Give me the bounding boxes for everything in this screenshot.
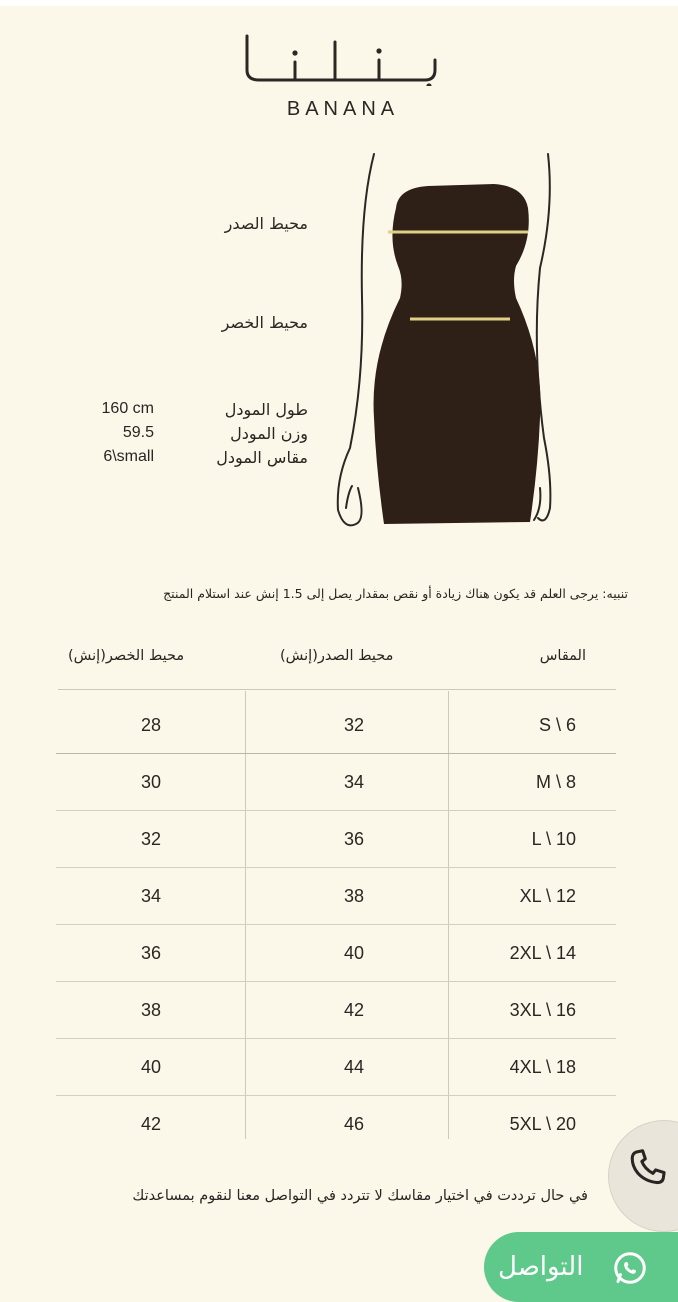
size-cell: M \ 8 xyxy=(535,772,576,792)
top-divider xyxy=(0,0,678,6)
dress-shape xyxy=(374,184,541,524)
model-height-row xyxy=(68,400,318,424)
bust-cell: 34 xyxy=(343,772,365,792)
bust-cell: 36 xyxy=(343,829,365,849)
waist-cell: 28 xyxy=(140,715,162,735)
table-row xyxy=(56,1039,616,1096)
table-row xyxy=(56,925,616,982)
size-cell: 4XL \ 18 xyxy=(509,1057,576,1077)
whatsapp-contact-button[interactable] xyxy=(484,1232,678,1302)
waist-cell: 42 xyxy=(140,1114,162,1134)
table-row xyxy=(56,982,616,1039)
size-cell: 5XL \ 20 xyxy=(509,1114,576,1134)
whatsapp-icon xyxy=(612,1250,648,1286)
bust-cell: 38 xyxy=(343,886,365,906)
table-row xyxy=(56,697,616,754)
size-cell: S \ 6 xyxy=(538,715,576,735)
waist-cell: 30 xyxy=(140,772,162,792)
header-size: المقاس xyxy=(539,648,586,664)
model-info xyxy=(68,400,318,472)
model-weight-row xyxy=(68,424,318,448)
waist-label: محيط الخصر xyxy=(221,313,308,332)
bust-cell: 32 xyxy=(343,715,365,735)
bust-cell: 44 xyxy=(343,1057,365,1077)
model-height-label: طول المودل xyxy=(224,400,308,419)
model-size-value: 6\small xyxy=(103,448,154,465)
bust-cell: 40 xyxy=(343,943,365,963)
waist-cell: 32 xyxy=(140,829,162,849)
model-size-label: مقاس المودل xyxy=(216,448,308,467)
waist-cell: 38 xyxy=(140,1000,162,1020)
table-row xyxy=(56,868,616,925)
waist-cell: 40 xyxy=(140,1057,162,1077)
model-size-row xyxy=(68,448,318,472)
size-cell: 2XL \ 14 xyxy=(509,943,576,963)
table-row xyxy=(56,754,616,811)
dress-figure-illustration xyxy=(318,148,576,532)
table-row xyxy=(56,1096,616,1152)
size-tolerance-note: تنبيه: يرجى العلم قد يكون هناك زيادة أو نقص بمقدار يصل إلى 1.5 إنش عند استلام المنتج xyxy=(163,586,628,601)
waist-cell: 36 xyxy=(140,943,162,963)
whatsapp-label: التواصل xyxy=(498,1252,584,1282)
header-waist: محيط الخصر(إنش) xyxy=(68,648,185,664)
bust-cell: 42 xyxy=(343,1000,365,1020)
size-cell: L \ 10 xyxy=(531,829,576,849)
header-divider xyxy=(58,689,616,690)
bust-cell: 46 xyxy=(343,1114,365,1134)
table-row xyxy=(56,811,616,868)
call-button[interactable] xyxy=(608,1120,678,1232)
model-weight-value: 59.5 xyxy=(122,424,154,441)
size-cell: XL \ 12 xyxy=(519,886,576,906)
brand-logo-english: BANANA xyxy=(286,98,400,120)
brand-logo-arabic xyxy=(239,30,439,86)
phone-icon xyxy=(625,1145,671,1191)
size-cell: 3XL \ 16 xyxy=(509,1000,576,1020)
help-message: في حال ترددت في اختيار مقاسك لا تتردد في التواصل معنا لنقوم بمساعدتك xyxy=(132,1188,588,1204)
bust-label: محيط الصدر xyxy=(224,214,308,233)
model-height-value: 160 cm xyxy=(101,400,154,417)
model-weight-label: وزن المودل xyxy=(230,424,308,443)
size-chart-table xyxy=(56,697,616,1152)
waist-cell: 34 xyxy=(140,886,162,906)
header-bust: محيط الصدر(إنش) xyxy=(280,648,394,664)
